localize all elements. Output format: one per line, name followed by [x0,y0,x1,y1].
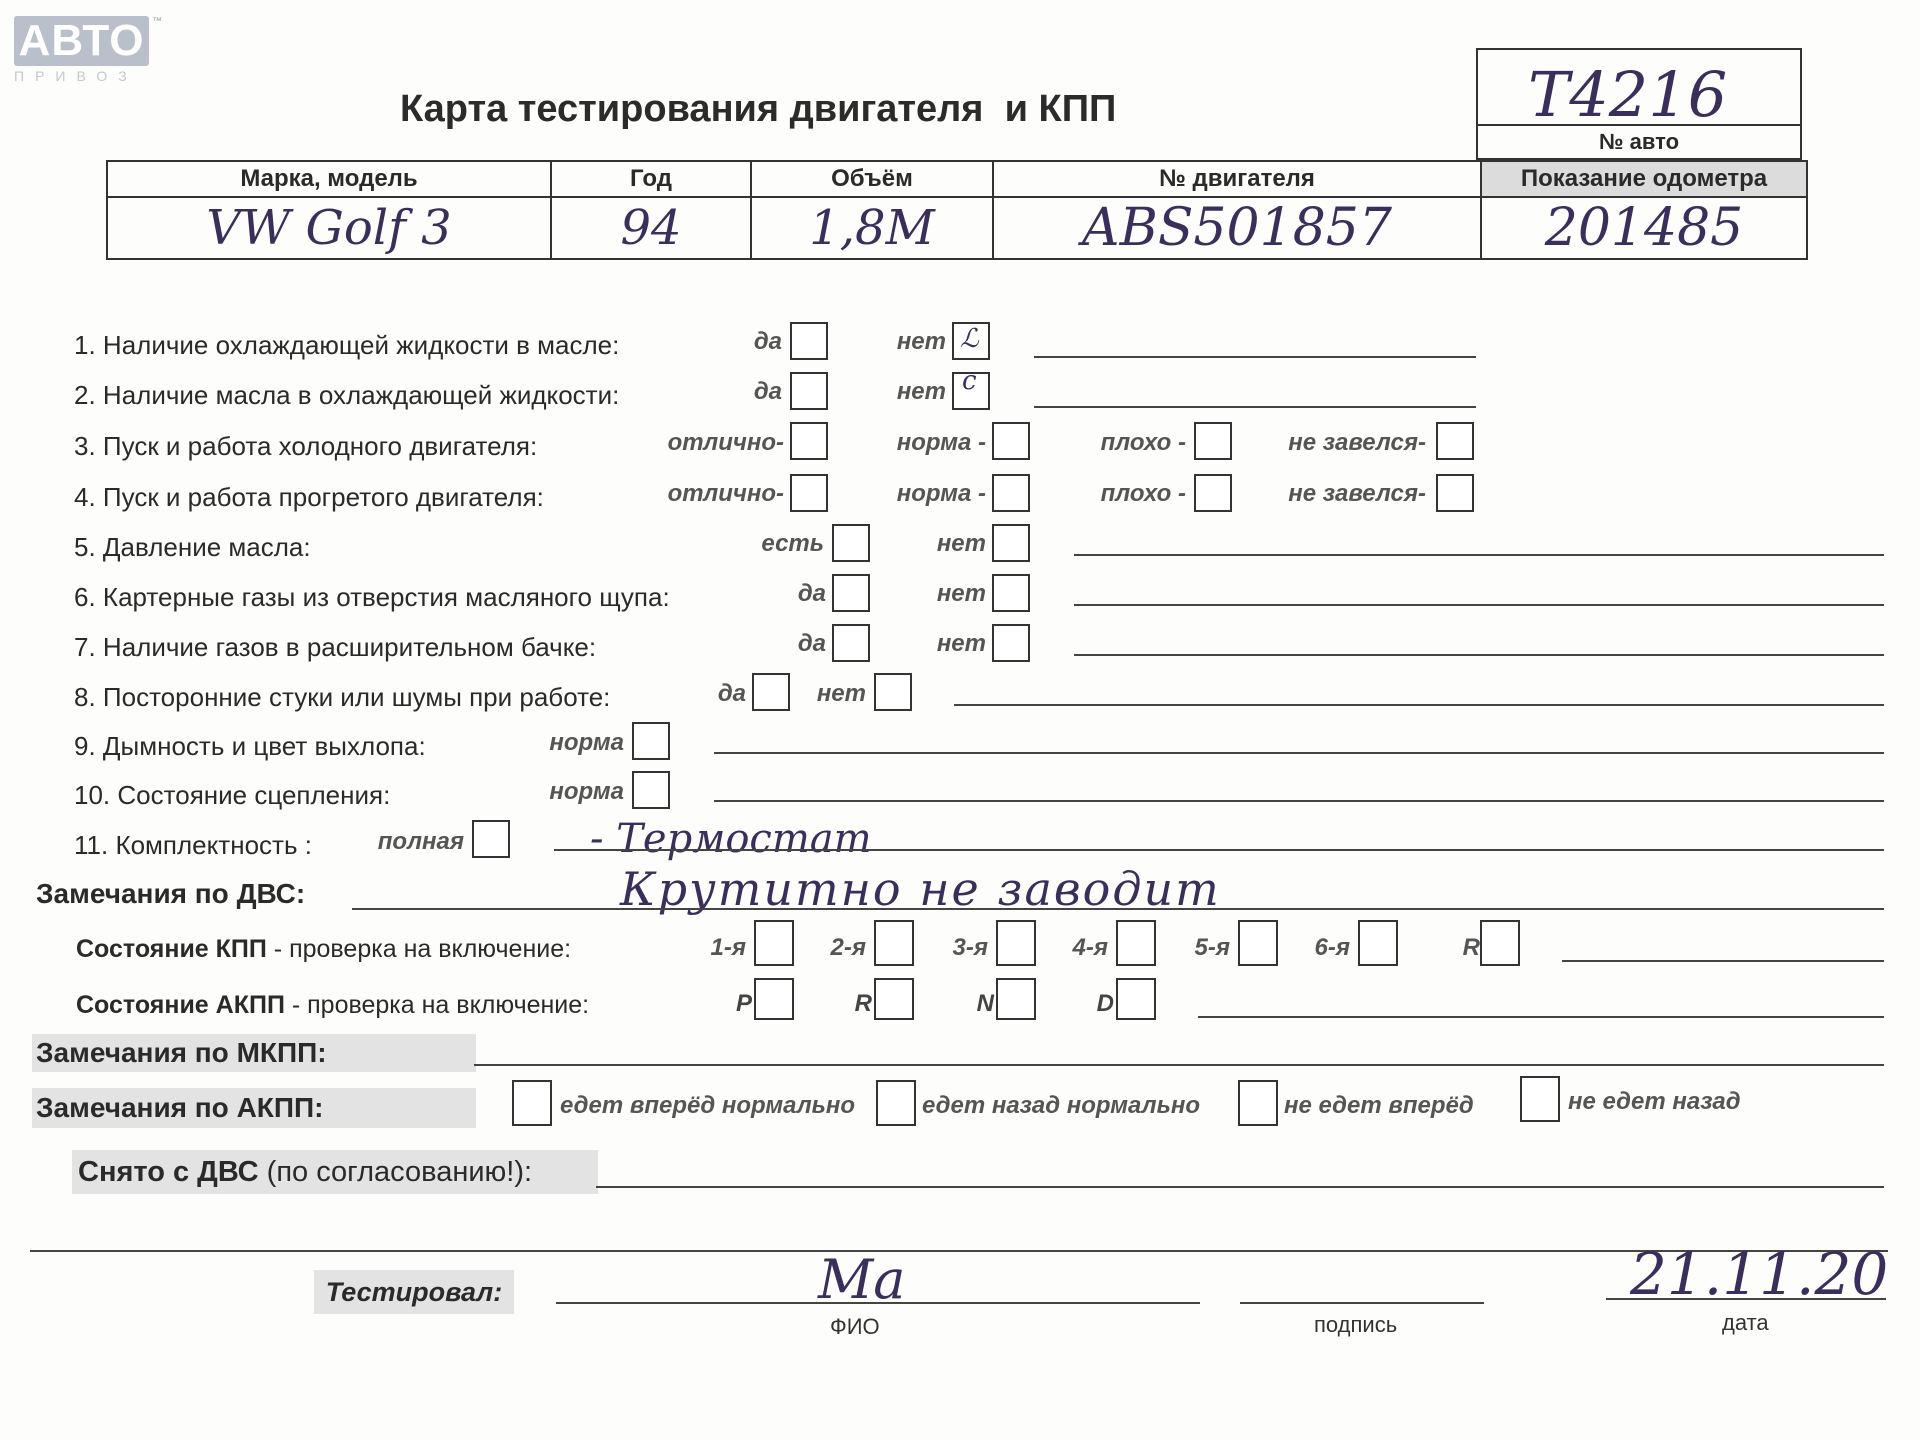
q5-no-label: нет [936,530,986,557]
question-11: 11. Комплектность : [74,830,312,860]
q4-excellent-label: отлично- [667,480,784,507]
volume-value: 1,8M [809,200,935,256]
kpp-gear-1-checkbox[interactable] [754,920,794,966]
q10-notes-line[interactable] [714,800,1884,802]
logo-trademark: ™ [152,16,162,27]
q4-bad-checkbox[interactable] [1194,474,1232,512]
q9-normal-checkbox[interactable] [632,722,670,760]
q8-no-checkbox[interactable] [874,673,912,711]
q7-no-checkbox[interactable] [992,624,1030,662]
kpp-gear-5-label: 5-я [1194,934,1230,961]
q7-yes-checkbox[interactable] [832,624,870,662]
vehicle-info-table [106,160,1808,260]
q3-no-start-checkbox[interactable] [1436,422,1474,460]
q1-notes-line[interactable] [1034,356,1476,358]
q7-yes-label: да [797,630,826,657]
akpp-r-label: R [854,990,872,1017]
q5-yes-label: есть [761,530,824,557]
removed-from-engine-label: Снято с ДВС (по согласованию!): [72,1150,598,1194]
test-date-value: 21.11.20 [1630,1240,1889,1308]
kpp-notes-line[interactable] [1562,960,1884,962]
col-volume: Объём [751,161,993,197]
akpp-no-backward-checkbox[interactable] [1520,1076,1560,1122]
removed-from-engine-line[interactable] [596,1186,1884,1188]
col-odometer: Показание одометра [1481,161,1807,197]
q3-normal-checkbox[interactable] [992,422,1030,460]
kpp-gear-5-checkbox[interactable] [1238,920,1278,966]
logo-subtitle: ПРИВОЗ [14,68,138,84]
kpp-gear-6-label: 6-я [1314,934,1350,961]
q9-normal-label: норма [549,729,624,756]
akpp-check-label: Состояние АКПП - проверка на включение: [76,991,590,1019]
engine-number-value: ABS501857 [1082,198,1392,258]
akpp-d-checkbox[interactable] [1116,978,1156,1020]
avtoprivoz-logo [14,16,164,82]
kpp-gear-2-checkbox[interactable] [874,920,914,966]
kpp-gear-4-label: 4-я [1072,934,1108,961]
q8-no-label: нет [816,680,866,707]
q3-excellent-label: отлично- [667,429,784,456]
akpp-p-label: P [735,990,752,1017]
akpp-backward-ok-label: едет назад нормально [922,1092,1201,1119]
akpp-no-backward-label: не едет назад [1568,1088,1741,1115]
question-2: 2. Наличие масла в охлаждающей жидкости: [74,380,620,410]
kpp-gear-3-label: 3-я [952,934,988,961]
tested-by-label: Тестировал: [314,1270,514,1314]
col-make-model: Марка, модель [107,161,551,197]
q6-no-checkbox[interactable] [992,574,1030,612]
q8-yes-label: да [717,680,746,707]
akpp-backward-ok-checkbox[interactable] [876,1080,916,1126]
kpp-gear-3-checkbox[interactable] [996,920,1036,966]
q3-excellent-checkbox[interactable] [790,422,828,460]
question-3: 3. Пуск и работа холодного двигателя: [74,431,538,461]
q4-no-start-checkbox[interactable] [1436,474,1474,512]
auto-number-box [1476,48,1802,160]
q5-yes-checkbox[interactable] [832,524,870,562]
q11-full-label: полная [377,828,464,855]
akpp-no-forward-label: не едет вперёд [1284,1092,1474,1119]
engine-remarks-handwritten: Крутитно не заводит [620,862,1221,916]
q1-no-label: нет [896,328,946,355]
q4-bad-label: плохо - [1100,480,1186,507]
q4-normal-checkbox[interactable] [992,474,1030,512]
q6-notes-line[interactable] [1074,604,1884,606]
q4-no-start-label: не завелся- [1288,480,1426,507]
q3-no-start-label: не завелся- [1288,429,1426,456]
kpp-check-label: Состояние КПП - проверка на включение: [76,935,572,963]
q5-no-checkbox[interactable] [992,524,1030,562]
q1-yes-label: да [753,328,782,355]
engine-remarks-label: Замечания по ДВС: [36,878,306,909]
fio-label: ФИО [830,1314,880,1339]
akpp-r-checkbox[interactable] [874,978,914,1020]
question-6: 6. Картерные газы из отверстия масляного щупа: [74,582,670,612]
q7-notes-line[interactable] [1074,654,1884,656]
question-1: 1. Наличие охлаждающей жидкости в масле: [74,330,620,360]
akpp-n-checkbox[interactable] [996,978,1036,1020]
q4-excellent-checkbox[interactable] [790,474,828,512]
q2-yes-checkbox[interactable] [790,372,828,410]
auto-number-label: № авто [1478,124,1800,158]
question-9: 9. Дымность и цвет выхлопа: [74,731,426,761]
odometer-value: 201485 [1544,198,1744,258]
q10-normal-checkbox[interactable] [632,771,670,809]
akpp-no-forward-checkbox[interactable] [1238,1080,1278,1126]
section-divider [30,1250,1888,1252]
akpp-forward-ok-label: едет вперёд нормально [560,1092,856,1119]
kpp-gear-1-label: 1-я [710,934,746,961]
akpp-p-checkbox[interactable] [754,978,794,1020]
q6-yes-label: да [797,580,826,607]
question-10: 10. Состояние сцепления: [74,780,391,810]
akpp-forward-ok-checkbox[interactable] [512,1080,552,1126]
q5-notes-line[interactable] [1074,554,1884,556]
tested-by-initials: Ma [818,1248,906,1311]
q6-yes-checkbox[interactable] [832,574,870,612]
akpp-notes-line[interactable] [1198,1016,1884,1018]
col-engine-number: № двигателя [993,161,1481,197]
q3-normal-label: норма - [896,429,986,456]
form-title: Карта тестирования двигателя и КПП [400,88,1117,130]
kpp-gear-2-label: 2-я [830,934,866,961]
q6-no-label: нет [936,580,986,607]
mkpp-remarks-line[interactable] [474,1064,1884,1066]
date-line[interactable] [1606,1298,1886,1300]
q2-yes-label: да [753,378,782,405]
q8-yes-checkbox[interactable] [752,673,790,711]
auto-number-value: T4216 [1528,58,1728,131]
q8-notes-line[interactable] [954,704,1884,706]
q1-no-checkbox[interactable]: ℒ [952,322,990,360]
fio-line[interactable] [556,1302,1200,1304]
kpp-gear-4-checkbox[interactable] [1116,920,1156,966]
question-8: 8. Посторонние стуки или шумы при работе: [74,682,611,712]
kpp-gear-r-label: R [1462,934,1480,961]
year-value: 94 [620,200,682,256]
q7-no-label: нет [936,630,986,657]
question-7: 7. Наличие газов в расширительном бачке: [74,632,597,662]
make-model-value: VW Golf 3 [206,200,452,256]
akpp-n-label: N [976,990,994,1017]
logo-text: АВТО [14,16,149,66]
kpp-gear-r-checkbox[interactable] [1480,920,1520,966]
engine-remarks-line[interactable] [352,908,1884,910]
signature-line[interactable] [1240,1302,1484,1304]
q3-bad-checkbox[interactable] [1194,422,1232,460]
mkpp-remarks-label: Замечания по МКПП: [32,1034,476,1072]
q2-no-checkbox[interactable]: c [952,372,990,410]
question-5: 5. Давление масла: [74,532,311,562]
col-year: Год [551,161,751,197]
q11-full-checkbox[interactable] [472,820,510,858]
date-label: дата [1722,1310,1769,1335]
q2-no-label: нет [896,378,946,405]
q3-bad-label: плохо - [1100,429,1186,456]
q11-notes-line[interactable] [554,849,1884,851]
kpp-gear-6-checkbox[interactable] [1358,920,1398,966]
q2-notes-line[interactable] [1034,406,1476,408]
q10-normal-label: норма [549,778,624,805]
q1-yes-checkbox[interactable] [790,322,828,360]
akpp-remarks-label: Замечания по АКПП: [32,1088,476,1128]
q9-notes-line[interactable] [714,752,1884,754]
q4-normal-label: норма - [896,480,986,507]
signature-label: подпись [1314,1312,1398,1337]
akpp-d-label: D [1096,990,1114,1017]
question-4: 4. Пуск и работа прогретого двигателя: [74,482,544,512]
q11-handwritten-note: - Термостат [590,816,872,862]
